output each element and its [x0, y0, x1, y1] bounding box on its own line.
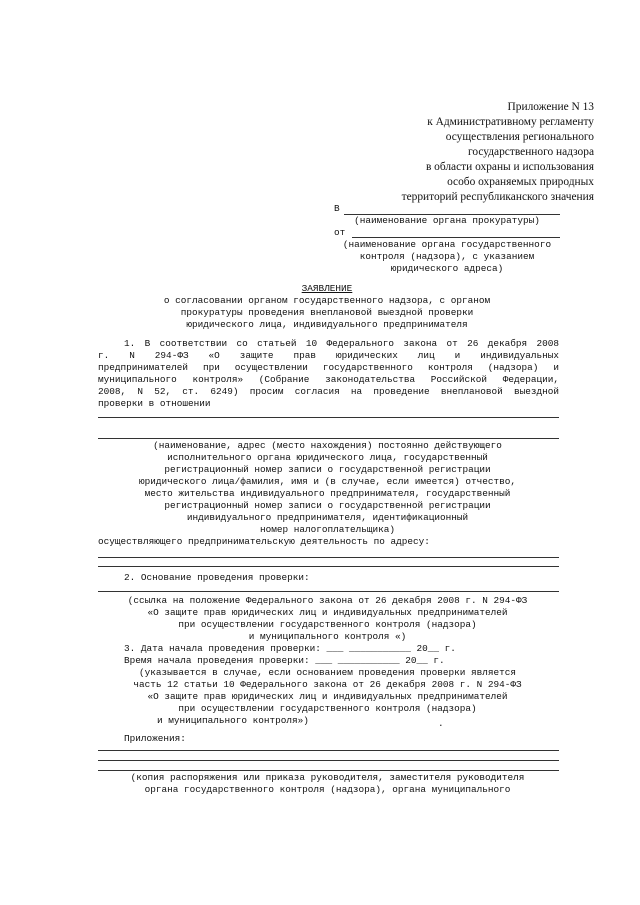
basis-field [98, 591, 559, 592]
basis-caption-line: «О защите прав юридических лиц и индивидуальных предпринимателей [147, 607, 508, 618]
entity-caption-line: индивидуального предпринимателя, идентификационный [186, 512, 469, 523]
address-field [98, 566, 559, 567]
business-address-label: осуществляющего предпринимательскую деятельность по адресу: [98, 536, 430, 547]
entity-field [98, 438, 559, 439]
header-line: особо охраняемых природных [447, 176, 594, 188]
attachments-caption-line: органа государственного контроля (надзора), органа муниципального [144, 784, 511, 795]
entity-caption-line: номер налогоплательщика) [259, 524, 396, 535]
header-line: Приложение N 13 [507, 101, 594, 113]
date-caption-line: и муниципального контроля») [157, 715, 309, 726]
section1-line: 1. В соответствии со статьей 10 Федерального закона от 26 декабря 2008 [124, 338, 559, 349]
title-heading: ЗАЯВЛЕНИЕ [301, 283, 353, 294]
title-subtitle-line: о согласовании органом государственного надзора, с органом [163, 295, 491, 306]
trailing-dot: . [438, 718, 444, 729]
attachments-caption-line: (копия распоряжения или приказа руководителя, заместителя руководителя [130, 772, 525, 783]
from-field [352, 237, 560, 238]
start-time-line: Время начала проведения проверки: ___ ___________ 20__ г. [124, 655, 445, 666]
section1-line: г. N 294-ФЗ «О защите прав юридических лиц и индивидуальных [98, 350, 559, 361]
section1-line: 2008, N 52, ст. 6249) просим согласия на проведение внеплановой выездной [98, 386, 559, 397]
section1-line: муниципального контроля» (Собрание законодательства Российской Федерации, [98, 374, 559, 385]
entity-caption-line: исполнительного органа юридического лица, государственный [167, 452, 488, 463]
attachments-field [98, 750, 559, 751]
to-caption: (наименование органа прокуратуры) [354, 215, 540, 226]
header-line: к Административному регламенту [427, 116, 594, 128]
entity-caption-line: юридического лица/фамилия, имя и (в случае, если имеется) отчество, [139, 476, 516, 487]
date-caption-line: часть 12 статьи 10 Федерального закона от 26 декабря 2008 г. N 294-ФЗ [133, 679, 522, 690]
title-subtitle-line: прокуратуры проведения внеплановой выездной проверки [180, 307, 474, 318]
title-subtitle-line: юридического лица, индивидуального предпринимателя [186, 319, 468, 330]
basis-caption-line: и муниципального контроля «) [248, 631, 407, 642]
from-caption-line: (наименование органа государственного [342, 239, 552, 250]
date-caption-line: при осуществлении государственного контроля (надзора) [178, 703, 477, 714]
attachments-label: Приложения: [124, 733, 186, 744]
entity-caption-line: (наименование, адрес (место нахождения) постоянно действующего [153, 440, 502, 451]
entity-caption-line: регистрационный номер записи о государственной регистрации [164, 500, 491, 511]
start-date-line: 3. Дата начала проведения проверки: ___ ___________ 20__ г. [124, 643, 456, 654]
entity-caption-line: регистрационный номер записи о государственной регистрации [164, 464, 491, 475]
attachments-field [98, 770, 559, 771]
header-line: государственного надзора [468, 146, 594, 158]
entity-caption-line: место жительства индивидуального предпринимателя, государственный [144, 488, 511, 499]
inspection-basis-label: 2. Основание проведения проверки: [124, 572, 310, 583]
basis-caption-line: (ссылка на положение Федерального закона от 26 декабря 2008 г. N 294-ФЗ [127, 595, 528, 606]
header-line: осуществления регионального [445, 131, 594, 143]
to-prefix: В [334, 203, 340, 214]
address-field [98, 557, 559, 558]
basis-caption-line: при осуществлении государственного контроля (надзора) [178, 619, 477, 630]
attachments-field [98, 760, 559, 761]
section1-line: предпринимателей при осуществлении государственного контроля (надзора) и [98, 362, 559, 373]
section1-line: проверки в отношении [98, 398, 211, 409]
header-line: в области охраны и использования [425, 161, 594, 173]
date-caption-line: «О защите прав юридических лиц и индивидуальных предпринимателей [147, 691, 508, 702]
entity-field [98, 417, 559, 418]
date-caption-line: (указывается в случае, если основанием проведения проверки является [139, 667, 516, 678]
from-caption-line: контроля (надзора), с указанием [359, 251, 535, 262]
from-prefix: от [334, 227, 346, 238]
from-caption-line: юридического адреса) [390, 263, 504, 274]
header-line: территорий республиканского значения [401, 191, 594, 203]
